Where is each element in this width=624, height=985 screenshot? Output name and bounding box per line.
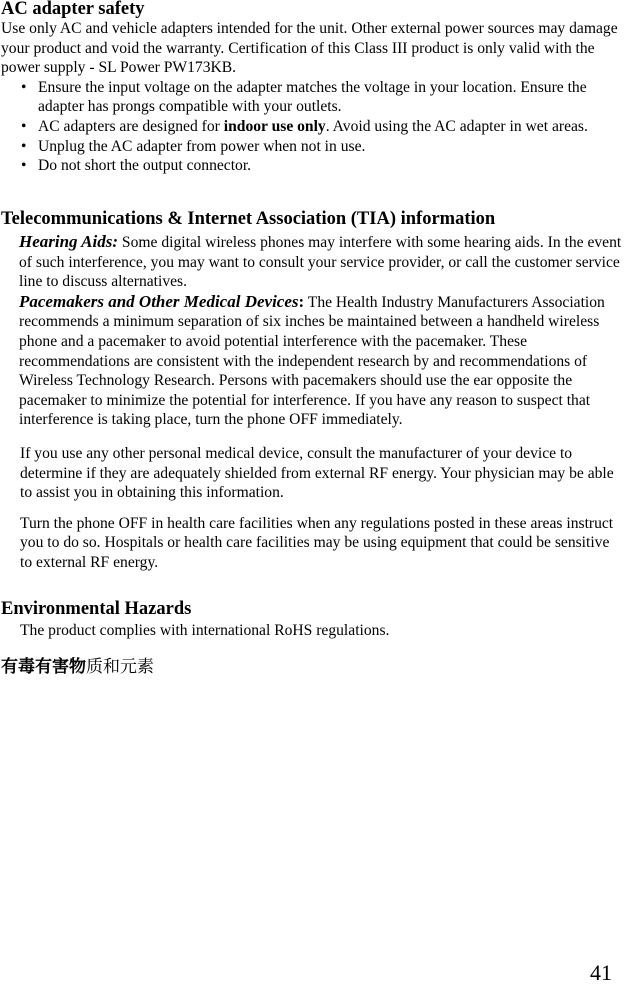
rohs-compliance-paragraph: The product complies with international RoHS regulations. [20,622,390,639]
bullet-text: Ensure the input voltage on the adapter matches the voltage in your location. Ensure the adapter has prongs compatible with your outlets. [38,78,587,116]
hazardous-substances-heading-normal: 质和元素 [86,657,154,677]
tia-information-heading: Telecommunications & Internet Association (TIA) information [1,209,496,229]
hearing-aids-paragraph [1,232,623,292]
hazardous-substances-heading [1,656,154,678]
bullet-icon: • [21,157,27,175]
environmental-hazards-heading: Environmental Hazards [1,599,192,619]
hearing-aids-text: Some digital wireless phones may interfere with some hearing aids. In the event of such interference, you may want to consult your service provider, or call the customer service line to discuss alternatives. [19,234,622,291]
hearing-aids-label: Hearing Aids: [19,232,119,251]
bullet-text: Do not short the output connector. [38,157,252,175]
bullet-item-unplug [1,137,621,157]
bullet-text: AC adapters are designed for [38,117,224,135]
bullet-icon: • [21,117,27,135]
bullet-item-short-connector [1,156,621,176]
ac-adapter-bullet-list [1,78,621,176]
ac-adapter-safety-heading: AC adapter safety [1,0,145,19]
bullet-item-indoor-use [1,117,621,137]
page-number: 41 [590,960,612,985]
pacemakers-label: Pacemakers and Other Medical Devices [19,291,299,311]
ac-adapter-safety-section [1,0,621,176]
pacemakers-colon: : [298,291,305,311]
environmental-hazards-section [1,600,621,641]
pacemakers-paragraph [1,292,623,430]
bullet-icon: • [21,78,27,96]
pacemakers-text: The Health Industry Manufacturers Association recommends a minimum separation of six inches be maintained between a handheld wireless phone and a pacemaker to avoid potential interference with the pacemaker. These recommendations are consistent with the independent research by and recommendations of Wireless Technology Research. Persons with pacemakers should use the ear opposite the pacemaker to minimize the potential for interference. If you have any reason to suspect that interference is taking place, turn the phone OFF immediately. [19,293,605,429]
bullet-bold-text: indoor use only [223,117,326,135]
hazardous-substances-heading-bold: 有毒有害物 [1,657,86,677]
tia-information-section [1,210,623,573]
bullet-item-voltage [1,78,621,117]
bullet-icon: • [21,137,27,155]
bullet-text: Unplug the AC adapter from power when not in use. [38,137,366,155]
bullet-text-after: . Avoid using the AC adapter in wet areas. [325,117,588,135]
other-medical-device-paragraph: If you use any other personal medical device, consult the manufacturer of your device to determine if they are adequately shielded from external RF energy. Your physician may be able to assist you in obtaining this information. [20,444,614,502]
health-care-facilities-paragraph: Turn the phone OFF in health care facilities when any regulations posted in these areas instruct you to do so. Hospitals or health care facilities may be using equipment that could be sensitive to external RF energy. [20,514,614,571]
ac-adapter-intro-paragraph: Use only AC and vehicle adapters intended for the unit. Other external power sources may damage your product and void the warranty. Certification of this Class III product is only valid with the power supply - SL Power PW173KB. [1,20,618,77]
